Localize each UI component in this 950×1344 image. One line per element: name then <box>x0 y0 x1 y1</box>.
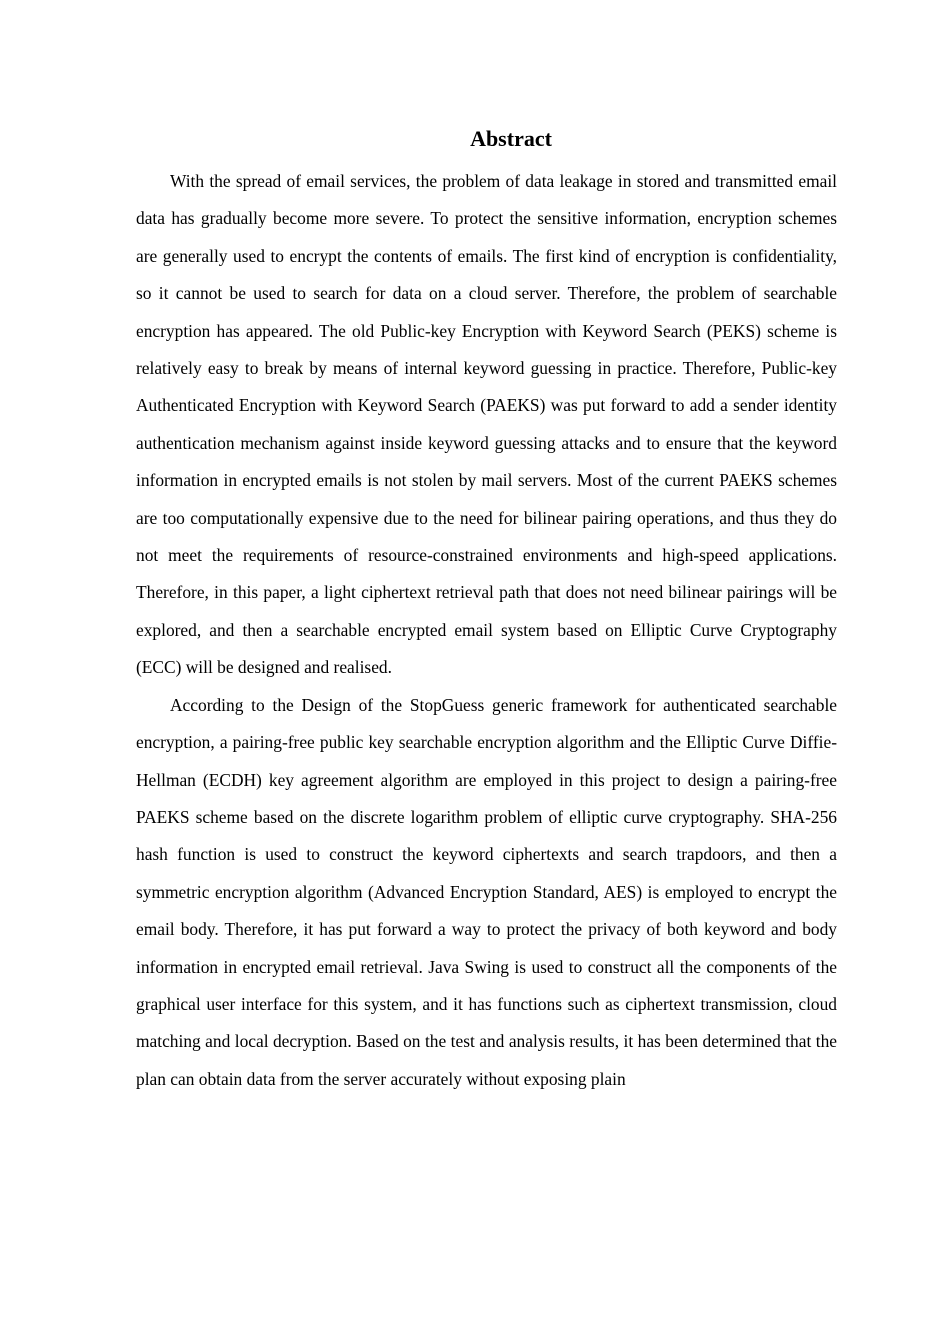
abstract-paragraph-2: According to the Design of the StopGuess generic framework for authenticated searchable encryption, a pairing-free public key searchable encryption algorithm and the Elliptic Curve Diffie-Hellman (ECDH) key agreement algorithm are employed in this project to design a pairing-free PAEKS scheme based on the discrete logarithm problem of elliptic curve cryptography. SHA-256 hash function is used to construct the keyword ciphertexts and search trapdoors, and then a symmetric encryption algorithm (Advanced Encryption Standard, AES) is employed to encrypt the email body. Therefore, it has put forward a way to protect the privacy of both keyword and body information in encrypted email retrieval. Java Swing is used to construct all the components of the graphical user interface for this system, and it has functions such as ciphertext transmission, cloud matching and local decryption. Based on the test and analysis results, it has been determined that the plan can obtain data from the server accurately without exposing plain <box>136 694 837 1089</box>
abstract-body <box>136 163 837 1098</box>
abstract-heading: Abstract <box>470 126 552 151</box>
abstract-paragraph-1: With the spread of email services, the problem of data leakage in stored and transmitted email data has gradually become more severe. To protect the sensitive information, encryption schemes are generally used to encrypt the contents of emails. The first kind of encryption is confidentiality, so it cannot be used to search for data on a cloud server. Therefore, the problem of searchable encryption has appeared. The old Public-key Encryption with Keyword Search (PEKS) scheme is relatively easy to break by means of internal keyword guessing in practice. Therefore, Public-key Authenticated Encryption with Keyword Search (PAEKS) was put forward to add a sender identity authentication mechanism against inside keyword guessing attacks and to ensure that the keyword information in encrypted emails is not stolen by mail servers. Most of the current PAEKS schemes are too computationally expensive due to the need for bilinear pairing operations, and thus they do not meet the requirements of resource-constrained environments and high-speed applications. Therefore, in this paper, a light ciphertext retrieval path that does not need bilinear pairings will be explored, and then a searchable encrypted email system based on Elliptic Curve Cryptography (ECC) will be designed and realised. <box>136 171 837 678</box>
